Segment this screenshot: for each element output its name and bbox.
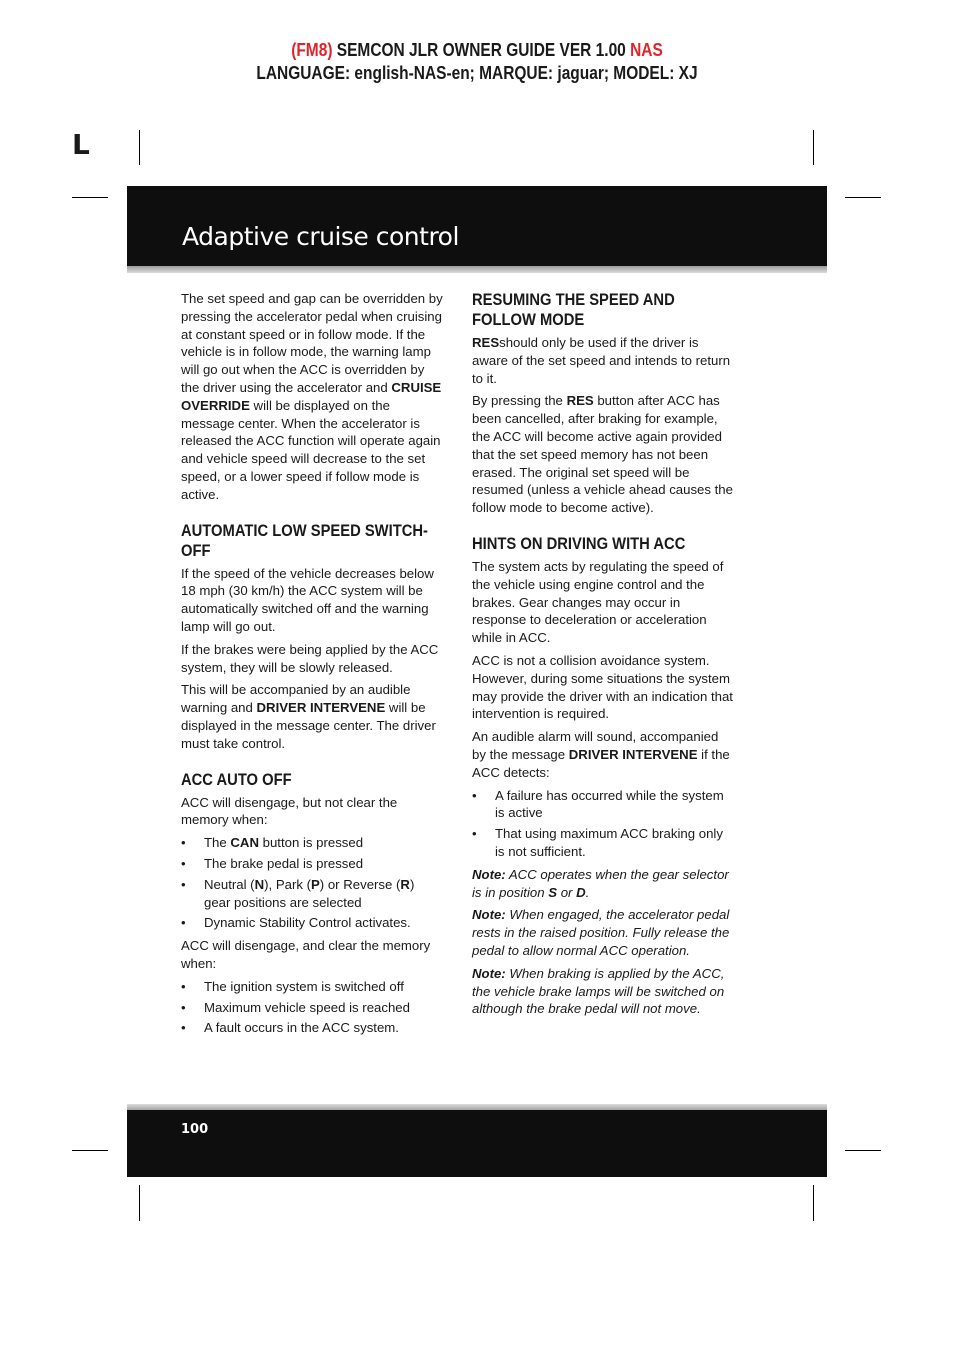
text: will be displayed in the message center. The driver must take control. [181,700,436,751]
text: will be displayed on the message center. When the accelerator is released the ACC function will operate again and vehicle speed will decrease to the set speed, or a lower speed if follow mode is active. [181,397,441,502]
list-item: • Dynamic Stability Control activates. [181,914,443,932]
text: button after ACC has been cancelled, after braking for example, the ACC will become active again provided that the set speed memory has not been erased. The original set speed will be resumed (unless a vehicle ahead causes the follow mode to become active). [472,393,733,516]
bullet-list [181,834,443,932]
heading-acc-auto-off: ACC AUTO OFF [181,770,292,789]
paragraph [472,392,734,517]
gear-letter: R [400,876,410,892]
gear-letter: D [576,884,586,900]
note-label: Note: [472,866,506,882]
list-item: • A failure has occurred while the system is active [472,787,734,823]
paragraph: The system acts by regulating the speed of the vehicle using engine control and the brakes. Gear changes may occur in response to deceleration or acceleration while in ACC. [472,558,724,646]
header-suffix: NAS [630,40,663,60]
list-item [181,834,443,852]
note-label: Note: [472,907,506,923]
gear-letter: S [548,884,558,900]
list-item: • The brake pedal is pressed [181,855,443,873]
page-number: 100 [181,1122,209,1137]
paragraph [181,681,443,752]
text: This will be accompanied by an audible warning and [181,682,411,716]
text: button is pressed [258,835,364,851]
crop-mark [845,1150,881,1151]
text: The [204,835,231,851]
text: ACC operates when the gear selector is in position [472,866,729,900]
right-column [472,290,734,1023]
gear-letter: N [254,876,265,892]
paragraph: ACC will disengage, and clear the memory when: [181,938,431,971]
paragraph [472,334,734,387]
crop-mark [813,130,814,165]
text: . [585,884,590,900]
note [472,906,734,959]
document-header-line1 [67,40,887,61]
header-title: SEMCON JLR OWNER GUIDE VER 1.00 [332,40,631,60]
text: or [557,884,577,900]
list-item: • Maximum vehicle speed is reached [181,999,443,1017]
text: ) or Reverse ( [319,876,401,892]
paragraph: If the speed of the vehicle decreases below 18 mph (30 km/h) the ACC system will be automatically switched off and the warning lamp will go out. [181,565,434,634]
intro-paragraph [181,290,443,504]
gear-letter: P [311,876,320,892]
crop-mark [139,130,140,165]
message-text: CRUISE OVERRIDE [181,379,442,413]
heading-resuming: RESUMING THE SPEED AND FOLLOW MODE [472,291,675,329]
text: Neutral ( [204,876,255,892]
message-text: DRIVER INTERVENE [256,700,386,716]
text: An audible alarm will sound, accompanied by the message [472,729,719,762]
note [472,965,734,1018]
heading-auto-low-speed: AUTOMATIC LOW SPEED SWITCH-OFF [181,521,428,560]
left-column [181,290,443,1042]
text: if the ACC detects: [472,746,730,780]
crop-mark [72,197,108,198]
text: When engaged, the accelerator pedal rests in the raised position. Fully release the pedal to allow normal ACC operation. [472,907,730,958]
crop-mark [139,1185,140,1221]
note-label: Note: [472,965,506,981]
bullet-list [472,787,734,861]
paragraph: ACC will disengage, but not clear the memory when: [181,794,398,828]
text: ) gear positions are selected [204,876,415,910]
crop-mark [72,1150,108,1151]
list-item [181,876,443,912]
text: The set speed and gap can be overridden by pressing the accelerator pedal when cruising at constant speed or in follow mode. If the vehicle is in follow mode, the warning lamp will go out when the ACC is overridden by the driver using the accelerator and [181,291,443,395]
paragraph: If the brakes were being applied by the ACC system, they will be slowly released. [181,641,439,675]
text: ), Park ( [264,876,311,892]
list-item: • That using maximum ACC braking only is not sufficient. [472,825,734,861]
note [472,866,734,902]
paragraph: ACC is not a collision avoidance system. However, during some situations the system may provide the driver with an indication that intervention is required. [472,652,733,722]
bullet-list [181,978,443,1037]
text: By pressing the [472,393,567,409]
header-prefix: (FM8) [291,40,333,60]
crop-mark [813,1185,814,1221]
document-header-line2: LANGUAGE: english-NAS-en; MARQUE: jaguar; MODEL: XJ [256,63,698,83]
button-name: RES [566,393,594,409]
text: When braking is applied by the ACC, the vehicle brake lamps will be switched on although the brake pedal will not move. [472,965,725,1017]
list-item: • A fault occurs in the ACC system. [181,1019,443,1037]
crop-mark [845,197,881,198]
button-name: CAN [230,835,259,851]
heading-hints: HINTS ON DRIVING WITH ACC [472,534,686,553]
banner-underline [127,266,827,273]
list-item: • The ignition system is switched off [181,978,443,996]
text: should only be used if the driver is aware of the set speed and intends to return to it. [472,335,731,386]
footer-bar [127,1110,827,1177]
paragraph [472,728,734,781]
section-title: Adaptive cruise control [182,222,459,251]
button-name: RES [472,335,500,350]
message-text: DRIVER INTERVENE [568,746,698,762]
corner-mark: L [72,128,90,161]
